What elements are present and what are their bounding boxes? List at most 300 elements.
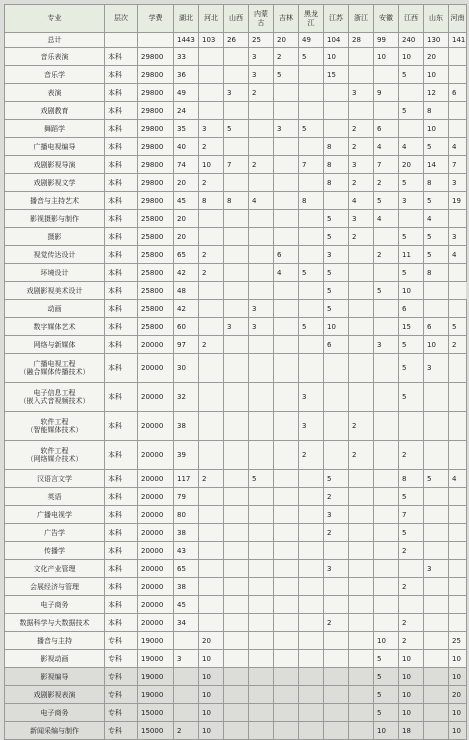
quota-cell [424,542,449,560]
quota-cell [249,210,274,228]
quota-cell: 10 [399,668,424,686]
table-row [5,412,467,441]
quota-cell [399,120,424,138]
table-row [5,228,467,246]
quota-cell: 26 [224,33,249,48]
quota-cell [324,192,349,210]
quota-cell [349,264,374,282]
level-cell: 专科 [105,650,138,668]
table-row [5,506,467,524]
quota-cell: 10 [399,686,424,704]
quota-cell: 8 [424,102,449,120]
table-row [5,210,467,228]
fee-cell: 20000 [138,614,174,632]
quota-cell: 38 [174,524,199,542]
quota-cell: 5 [324,470,349,488]
fee-cell [138,33,174,48]
quota-cell: 5 [324,264,349,282]
column-header: 河南 [449,5,467,33]
quota-cell [374,578,399,596]
quota-cell: 20 [449,686,467,704]
quota-cell [249,542,274,560]
quota-cell: 10 [424,66,449,84]
quota-cell: 2 [299,441,324,470]
quota-cell: 8 [324,174,349,192]
quota-cell: 2 [249,84,274,102]
quota-cell: 141 [449,33,467,48]
level-cell: 本科 [105,412,138,441]
table-row [5,156,467,174]
quota-cell [449,441,467,470]
column-header: 安徽 [374,5,399,33]
quota-cell [324,650,349,668]
quota-cell [374,614,399,632]
table-row [5,542,467,560]
quota-cell [249,412,274,441]
level-cell: 本科 [105,120,138,138]
major-cell: 传播学 [5,542,105,560]
quota-cell: 4 [399,138,424,156]
quota-cell [224,383,249,412]
quota-cell: 3 [349,210,374,228]
quota-cell: 6 [424,318,449,336]
quota-cell [174,668,199,686]
level-cell: 本科 [105,596,138,614]
quota-cell: 40 [174,138,199,156]
quota-cell: 5 [424,192,449,210]
major-cell: 摄影 [5,228,105,246]
level-cell: 本科 [105,228,138,246]
quota-cell [249,560,274,578]
quota-cell [249,686,274,704]
quota-cell [274,632,299,650]
quota-cell [349,542,374,560]
quota-cell: 12 [424,84,449,102]
major-cell: 广告学 [5,524,105,542]
level-cell: 本科 [105,66,138,84]
fee-cell: 20000 [138,441,174,470]
column-header: 吉林 [274,5,299,33]
quota-cell: 4 [349,192,374,210]
quota-cell: 10 [449,668,467,686]
quota-cell [224,686,249,704]
quota-cell: 10 [199,668,224,686]
quota-cell [224,264,249,282]
quota-cell: 2 [349,174,374,192]
quota-cell: 3 [274,120,299,138]
level-cell: 本科 [105,560,138,578]
quota-cell: 6 [324,336,349,354]
quota-cell [249,488,274,506]
quota-cell: 49 [299,33,324,48]
table-row [5,614,467,632]
quota-cell [224,246,249,264]
quota-cell [374,506,399,524]
quota-cell [274,228,299,246]
major-cell: 环境设计 [5,264,105,282]
quota-cell [224,282,249,300]
quota-cell [249,120,274,138]
quota-cell: 5 [424,138,449,156]
column-header: 内蒙 古 [249,5,274,33]
table-row [5,336,467,354]
fee-cell: 19000 [138,650,174,668]
quota-cell: 10 [374,722,399,740]
quota-cell [449,488,467,506]
fee-cell: 20000 [138,354,174,383]
quota-cell [249,282,274,300]
quota-cell: 5 [299,120,324,138]
quota-cell [299,300,324,318]
quota-cell [224,704,249,722]
quota-cell [174,686,199,704]
major-cell: 数字媒体艺术 [5,318,105,336]
quota-cell: 3 [399,192,424,210]
quota-cell [449,120,467,138]
quota-cell: 5 [424,246,449,264]
quota-cell: 4 [424,210,449,228]
major-cell: 影视摄影与制作 [5,210,105,228]
quota-cell [249,722,274,740]
quota-cell: 2 [274,48,299,66]
quota-cell [424,412,449,441]
quota-cell: 3 [224,318,249,336]
quota-cell: 2 [374,246,399,264]
quota-cell: 99 [374,33,399,48]
quota-cell [224,228,249,246]
quota-cell: 5 [324,282,349,300]
quota-cell [299,686,324,704]
quota-cell: 10 [199,686,224,704]
quota-cell [349,614,374,632]
major-cell: 舞蹈学 [5,120,105,138]
quota-cell: 24 [174,102,199,120]
quota-cell [449,210,467,228]
quota-cell: 8 [324,156,349,174]
quota-cell: 117 [174,470,199,488]
quota-cell [274,210,299,228]
quota-cell: 36 [174,66,199,84]
quota-cell [299,174,324,192]
level-cell: 本科 [105,102,138,120]
quota-cell [199,578,224,596]
quota-cell [274,102,299,120]
quota-cell [374,488,399,506]
quota-cell [299,66,324,84]
quota-cell [374,524,399,542]
quota-cell [324,578,349,596]
quota-cell: 10 [399,282,424,300]
quota-cell [424,300,449,318]
quota-cell [374,383,399,412]
quota-cell: 5 [449,318,467,336]
quota-cell: 25 [449,632,467,650]
column-header: 黑龙 江 [299,5,324,33]
quota-cell [199,102,224,120]
quota-cell: 2 [174,722,199,740]
major-cell: 音乐表演 [5,48,105,66]
quota-cell: 4 [274,264,299,282]
quota-cell: 25 [249,33,274,48]
level-cell: 本科 [105,542,138,560]
quota-cell: 10 [199,156,224,174]
quota-cell [199,383,224,412]
quota-cell [349,48,374,66]
major-cell: 动画 [5,300,105,318]
quota-cell: 8 [299,192,324,210]
quota-cell [349,488,374,506]
quota-cell [224,336,249,354]
level-cell: 本科 [105,614,138,632]
quota-cell [449,66,467,84]
quota-cell: 5 [399,354,424,383]
quota-cell: 20 [399,156,424,174]
fee-cell: 20000 [138,336,174,354]
quota-cell: 10 [449,650,467,668]
quota-cell: 5 [374,686,399,704]
quota-cell: 5 [399,264,424,282]
quota-cell: 5 [399,488,424,506]
quota-cell [449,524,467,542]
quota-cell: 5 [374,650,399,668]
quota-cell [349,246,374,264]
quota-cell: 4 [249,192,274,210]
table-row [5,470,467,488]
quota-cell: 2 [324,614,349,632]
fee-cell: 25800 [138,300,174,318]
quota-cell: 20 [274,33,299,48]
level-cell [105,33,138,48]
quota-cell [399,560,424,578]
quota-cell: 65 [174,246,199,264]
level-cell: 本科 [105,524,138,542]
quota-cell [224,614,249,632]
quota-cell: 2 [199,264,224,282]
fee-cell: 29800 [138,84,174,102]
quota-cell [249,138,274,156]
table-row [5,383,467,412]
quota-cell: 6 [399,300,424,318]
column-header: 湖北 [174,5,199,33]
fee-cell: 20000 [138,383,174,412]
quota-cell [449,102,467,120]
major-cell: 电子商务 [5,596,105,614]
table-row [5,318,467,336]
column-header: 浙江 [349,5,374,33]
document-page [4,4,466,735]
major-cell: 戏剧影视美术设计 [5,282,105,300]
quota-cell: 42 [174,300,199,318]
quota-cell [274,354,299,383]
quota-cell [349,282,374,300]
quota-cell [274,318,299,336]
quota-cell [299,668,324,686]
quota-cell [299,506,324,524]
quota-cell [324,596,349,614]
quota-cell: 39 [174,441,199,470]
quota-cell: 2 [399,578,424,596]
quota-cell [224,441,249,470]
quota-cell: 20 [174,174,199,192]
level-cell: 本科 [105,246,138,264]
level-cell: 专科 [105,722,138,740]
level-cell: 专科 [105,668,138,686]
quota-cell [199,614,224,632]
quota-cell [224,48,249,66]
fee-cell: 29800 [138,156,174,174]
major-cell: 软件工程 （智能媒体技术） [5,412,105,441]
major-cell: 戏剧教育 [5,102,105,120]
quota-cell: 2 [349,138,374,156]
quota-cell [249,336,274,354]
quota-cell [299,488,324,506]
column-header: 江苏 [324,5,349,33]
quota-cell [249,441,274,470]
quota-cell [274,156,299,174]
quota-cell: 7 [299,156,324,174]
quota-cell: 3 [449,228,467,246]
quota-cell [349,506,374,524]
table-row [5,300,467,318]
quota-cell: 74 [174,156,199,174]
quota-cell: 4 [374,138,399,156]
quota-cell [249,354,274,383]
fee-cell: 19000 [138,668,174,686]
quota-cell [199,210,224,228]
quota-cell [299,542,324,560]
quota-cell [449,412,467,441]
quota-cell [224,412,249,441]
fee-cell: 25800 [138,264,174,282]
quota-cell [299,228,324,246]
quota-cell [224,470,249,488]
quota-cell: 5 [299,318,324,336]
level-cell: 本科 [105,383,138,412]
quota-cell [299,84,324,102]
table-row [5,632,467,650]
table-row [5,138,467,156]
quota-cell [374,354,399,383]
quota-cell [299,650,324,668]
quota-cell [199,506,224,524]
quota-cell [374,596,399,614]
fee-cell: 15000 [138,704,174,722]
quota-cell [324,668,349,686]
quota-cell: 5 [424,470,449,488]
quota-cell: 2 [199,246,224,264]
quota-cell [224,300,249,318]
quota-cell [299,210,324,228]
quota-cell [274,336,299,354]
quota-cell [324,412,349,441]
quota-cell: 5 [299,264,324,282]
quota-cell [424,614,449,632]
quota-cell: 4 [449,470,467,488]
quota-cell [449,383,467,412]
fee-cell: 29800 [138,102,174,120]
quota-cell [449,354,467,383]
quota-cell [399,412,424,441]
quota-cell [324,542,349,560]
quota-cell: 5 [424,228,449,246]
quota-cell: 80 [174,506,199,524]
quota-cell: 130 [424,33,449,48]
quota-cell [274,441,299,470]
quota-cell: 48 [174,282,199,300]
quota-cell [324,120,349,138]
quota-cell: 38 [174,578,199,596]
table-row [5,264,467,282]
quota-cell: 10 [324,318,349,336]
quota-cell [224,650,249,668]
quota-cell: 20 [199,632,224,650]
quota-cell: 8 [424,264,449,282]
quota-cell [349,668,374,686]
quota-cell [224,668,249,686]
quota-cell: 43 [174,542,199,560]
table-row [5,120,467,138]
quota-cell: 2 [199,470,224,488]
table-row [5,66,467,84]
quota-cell: 2 [349,412,374,441]
quota-cell [274,614,299,632]
quota-cell [274,686,299,704]
quota-cell [274,722,299,740]
quota-cell [349,300,374,318]
quota-cell: 2 [349,228,374,246]
major-cell: 电子商务 [5,704,105,722]
quota-cell [274,668,299,686]
quota-cell [299,722,324,740]
quota-cell [399,84,424,102]
quota-cell: 10 [199,704,224,722]
quota-cell: 5 [374,668,399,686]
major-cell: 播音与主持艺术 [5,192,105,210]
major-cell: 总计 [5,33,105,48]
quota-cell: 2 [399,441,424,470]
quota-cell [224,542,249,560]
table-row [5,48,467,66]
quota-cell [424,722,449,740]
quota-cell [449,614,467,632]
quota-cell [299,560,324,578]
quota-cell [424,441,449,470]
quota-cell: 103 [199,33,224,48]
fee-cell: 29800 [138,48,174,66]
header-row [5,5,467,33]
quota-cell [349,383,374,412]
quota-cell [249,246,274,264]
quota-cell: 5 [374,192,399,210]
quota-cell: 3 [349,156,374,174]
column-header: 专业 [5,5,105,33]
quota-cell: 8 [424,174,449,192]
quota-cell [224,524,249,542]
quota-cell: 5 [399,174,424,192]
quota-cell [224,488,249,506]
quota-cell: 5 [224,120,249,138]
level-cell: 本科 [105,192,138,210]
quota-cell [274,524,299,542]
fee-cell: 25800 [138,210,174,228]
column-header: 山东 [424,5,449,33]
quota-cell: 14 [424,156,449,174]
quota-cell [274,470,299,488]
quota-cell [349,686,374,704]
quota-cell [299,704,324,722]
quota-cell: 10 [424,336,449,354]
fee-cell: 19000 [138,632,174,650]
